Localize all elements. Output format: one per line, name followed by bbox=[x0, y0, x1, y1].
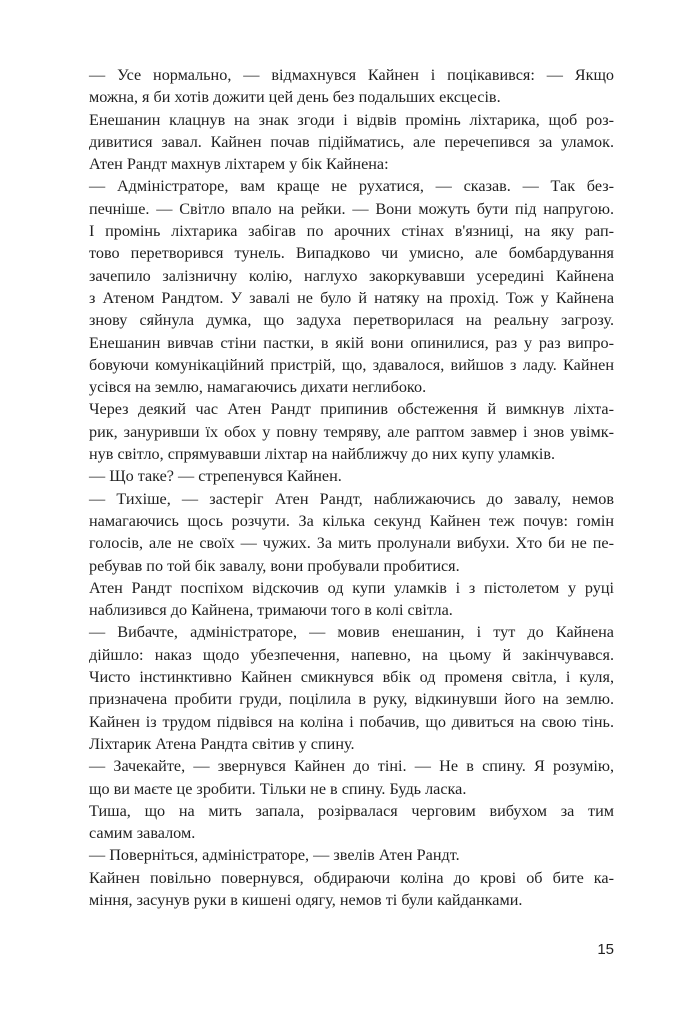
text-line: — Тихіше, — застеріг Атен Рандт, наближаючись до завалу, немов bbox=[89, 489, 614, 508]
text-line: дивитися завал. Кайнен почав підійматись, але перечепився за уламок. bbox=[89, 132, 614, 151]
text-line: намагаючись щось розчути. За кілька секунд Кайнен теж почув: гомін bbox=[89, 511, 614, 530]
text-line: ребував по той бік завалу, вони пробували пробитися. bbox=[89, 556, 460, 575]
text-line: що ви маєте це зробити. Тільки не в спину. Будь ласка. bbox=[89, 779, 467, 798]
text-line: — Поверніться, адміністраторе, — звелів Атен Рандт. bbox=[89, 846, 460, 865]
text-line: наблизився до Кайнена, тримаючи того в колі світла. bbox=[89, 601, 453, 620]
body-text bbox=[89, 64, 614, 911]
text-line: голосів, але не своїх — чужих. За мить пролунали вибухи. Хто би не пе- bbox=[89, 534, 614, 553]
text-line: з Атеном Рандтом. У завалі не було й натяку на прохід. Тож у Кайнена bbox=[89, 288, 614, 307]
text-line: можна, я би хотів дожити цей день без подальших ексцесів. bbox=[89, 88, 501, 107]
text-line: усівся на землю, намагаючись дихати неглибоко. bbox=[89, 378, 427, 397]
text-line: міння, засунув руки в кишені одягу, немов ті були кайданками. bbox=[89, 890, 523, 909]
text-line: — Вибачте, адміністраторе, — мовив енешанин, і тут до Кайнена bbox=[89, 623, 614, 642]
text-line: Ліхтарик Атена Рандта світив у спину. bbox=[89, 734, 355, 753]
page-number: 15 bbox=[597, 941, 614, 958]
text-line: тово перетворився тунель. Випадково чи умисно, але бомбардування bbox=[89, 244, 614, 263]
text-line: Через деякий час Атен Рандт припинив обстеження й вимкнув ліхта- bbox=[89, 400, 614, 419]
text-line: Кайнен повільно повернувся, обдираючи коліна до крові об бите ка- bbox=[89, 868, 614, 887]
text-line: І промінь ліхтарика забігав по арочних стінах в'язниці, на яку рап- bbox=[89, 222, 614, 241]
text-line: рик, зануривши їх обох у повну темряву, але раптом завмер і знов увімк- bbox=[89, 422, 614, 441]
text-line: зачепило залізничну колію, наглухо закоркувавши усередині Кайнена bbox=[89, 266, 614, 285]
text-line: — Усе нормально, — відмахнувся Кайнен і поцікавився: — Якщо bbox=[89, 66, 614, 84]
text-line: Тиша, що на мить запала, розірвалася черговим вибухом за тим bbox=[89, 801, 614, 820]
text-line: Кайнен із трудом підвівся на коліна і побачив, що дивиться на свою тінь. bbox=[89, 712, 614, 731]
text-line: знову сяйнула думка, що задуха перетворилася на реальну загрозу. bbox=[89, 311, 614, 330]
text-line: — Зачекайте, — звернувся Кайнен до тіні. — Не в спину. Я розумію, bbox=[89, 757, 614, 776]
text-line: — Що таке? — стрепенувся Кайнен. bbox=[89, 467, 342, 486]
text-line: Енешанин вивчав стіни пастки, в якій вони опинилися, раз у раз випро- bbox=[89, 333, 614, 352]
text-line: дійшло: наказ щодо убезпечення, напевно, на цьому й закінчувався. bbox=[89, 645, 614, 664]
text-line: нув світло, спрямувавши ліхтар на найближчу до них купу уламків. bbox=[89, 445, 556, 464]
text-line: бовуючи комунікаційний пристрій, що, здавалося, вийшов з ладу. Кайнен bbox=[89, 355, 614, 374]
text-line: Енешанин клацнув на знак згоди і відвів промінь ліхтарика, щоб роз- bbox=[89, 110, 614, 129]
text-line: Чисто інстинктивно Кайнен смикнувся вбік од променя світла, і куля, bbox=[89, 668, 614, 687]
text-line: призначена пробити груди, поцілила в руку, відкинувши його на землю. bbox=[89, 690, 614, 709]
text-line: самим завалом. bbox=[89, 824, 196, 843]
text-line: Атен Рандт махнув ліхтарем у бік Кайнена: bbox=[89, 155, 389, 174]
text-line: — Адміністраторе, вам краще не рухатися, — сказав. — Так без- bbox=[89, 177, 614, 196]
text-line: Атен Рандт поспіхом відскочив од купи уламків і з пістолетом у руці bbox=[89, 578, 614, 597]
text-line: печніше. — Світло впало на рейки. — Вони можуть бути під напругою. bbox=[89, 199, 614, 218]
